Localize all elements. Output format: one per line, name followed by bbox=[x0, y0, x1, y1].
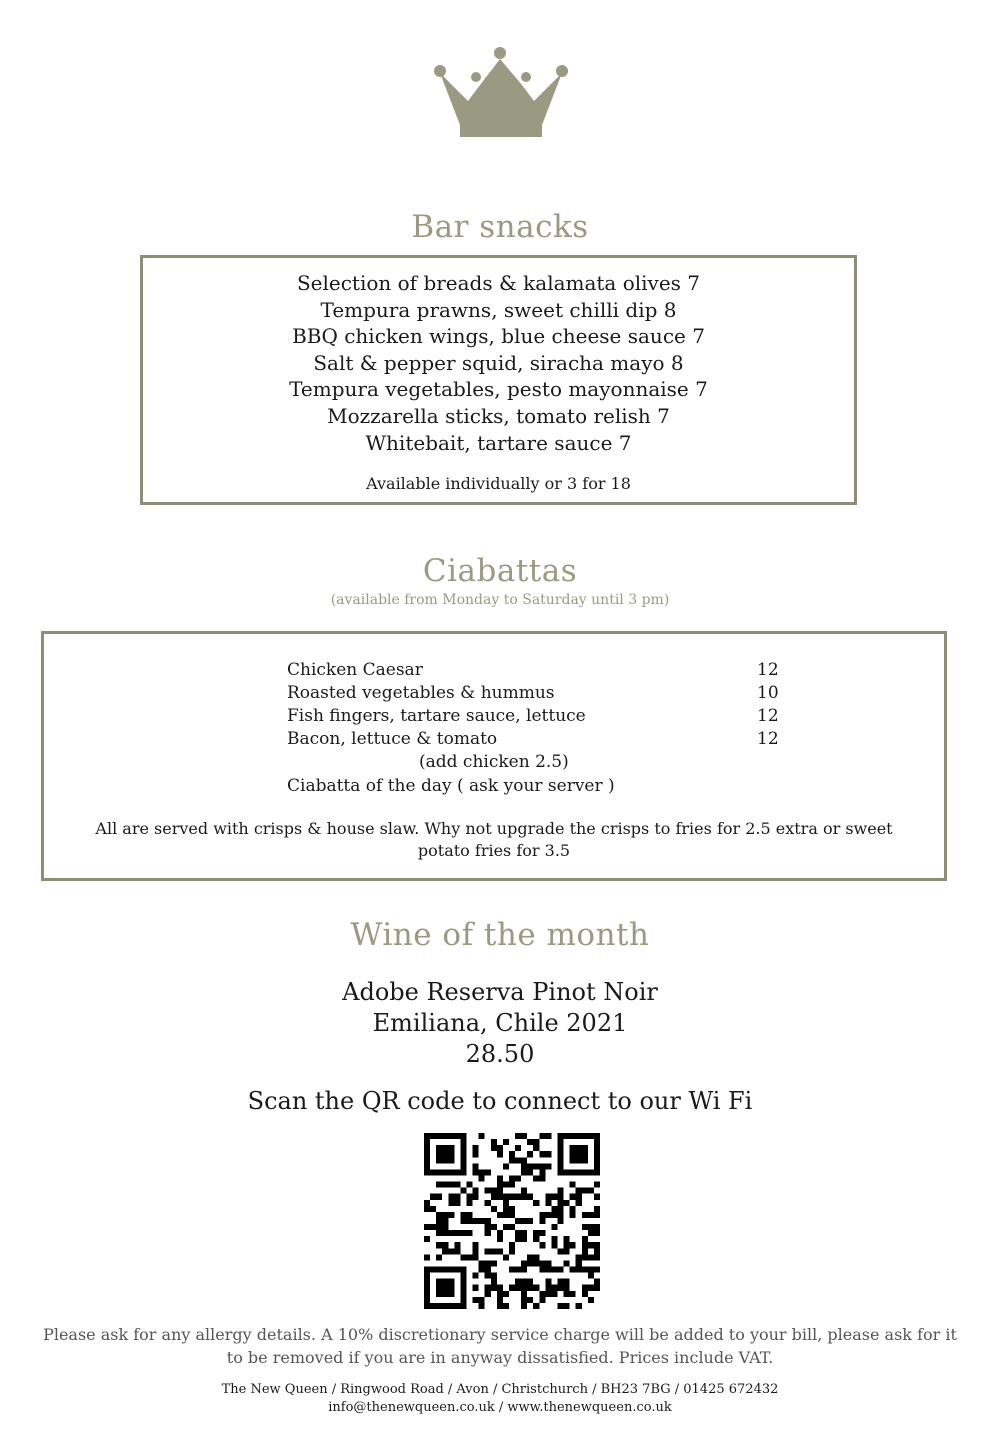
crown-icon bbox=[430, 45, 572, 143]
wine-name: Adobe Reserva Pinot Noir bbox=[342, 978, 658, 1006]
bar-snacks-list bbox=[143, 270, 854, 456]
ciabattas-subtitle: (available from Monday to Saturday until 3 pm) bbox=[330, 592, 670, 608]
ciabatta-special: Ciabatta of the day ( ask your server ) bbox=[287, 776, 615, 796]
wifi-text: Scan the QR code to connect to our Wi Fi bbox=[247, 1087, 753, 1115]
wine-title: Wine of the month bbox=[350, 917, 650, 953]
footer-address: The New Queen / Ringwood Road / Avon / Christchurch / BH23 7BG / 01425 672432 bbox=[221, 1382, 779, 1397]
list-item: BBQ chicken wings, blue cheese sauce 7 bbox=[292, 324, 705, 349]
wine-origin: Emiliana, Chile 2021 bbox=[372, 1009, 628, 1037]
ciabattas-box bbox=[41, 631, 947, 881]
ciabattas-title: Ciabattas bbox=[422, 553, 578, 589]
bar-snacks-box bbox=[140, 255, 857, 505]
ciabatta-item-name: Bacon, lettuce & tomato bbox=[287, 729, 498, 749]
list-item: Salt & pepper squid, siracha mayo 8 bbox=[313, 350, 684, 375]
ciabatta-item-price: 12 bbox=[757, 729, 779, 749]
list-item: Whitebait, tartare sauce 7 bbox=[365, 430, 632, 455]
footer-contact[interactable]: info@thenewqueen.co.uk / www.thenewqueen.co.uk bbox=[328, 1400, 672, 1415]
list-item: Selection of breads & kalamata olives 7 bbox=[296, 271, 701, 295]
ciabatta-item-price: 10 bbox=[757, 683, 779, 703]
footer bbox=[0, 1381, 1000, 1417]
ciabatta-item-price: 12 bbox=[757, 706, 779, 726]
list-item: Tempura prawns, sweet chilli dip 8 bbox=[320, 297, 677, 322]
list-item: Tempura vegetables, pesto mayonnaise 7 bbox=[289, 377, 708, 402]
wine-price: 28.50 bbox=[465, 1040, 535, 1068]
qr-code-icon[interactable] bbox=[424, 1133, 600, 1309]
ciabatta-item-name: Fish fingers, tartare sauce, lettuce bbox=[287, 706, 586, 726]
ciabatta-addon: (add chicken 2.5) bbox=[419, 752, 569, 772]
ciabattas-note: All are served with crisps & house slaw. Why not upgrade the crisps to fries for 2.5 extra or sweet potato fries for 3.5 bbox=[95, 819, 893, 860]
ciabatta-item-name: Chicken Caesar bbox=[287, 660, 423, 680]
disclaimer: Please ask for any allergy details. A 10% discretionary service charge will be added to your bill, please ask for it to be removed if you are in anyway dissatisfied. Prices include VAT. bbox=[43, 1325, 957, 1367]
list-item: Mozzarella sticks, tomato relish 7 bbox=[327, 403, 670, 428]
ciabatta-item-name: Roasted vegetables & hummus bbox=[287, 683, 555, 703]
bar-snacks-title: Bar snacks bbox=[411, 209, 589, 245]
wine-details bbox=[0, 977, 1000, 1070]
ciabatta-item-price: 12 bbox=[757, 660, 779, 680]
bar-snacks-note: Available individually or 3 for 18 bbox=[366, 474, 631, 493]
